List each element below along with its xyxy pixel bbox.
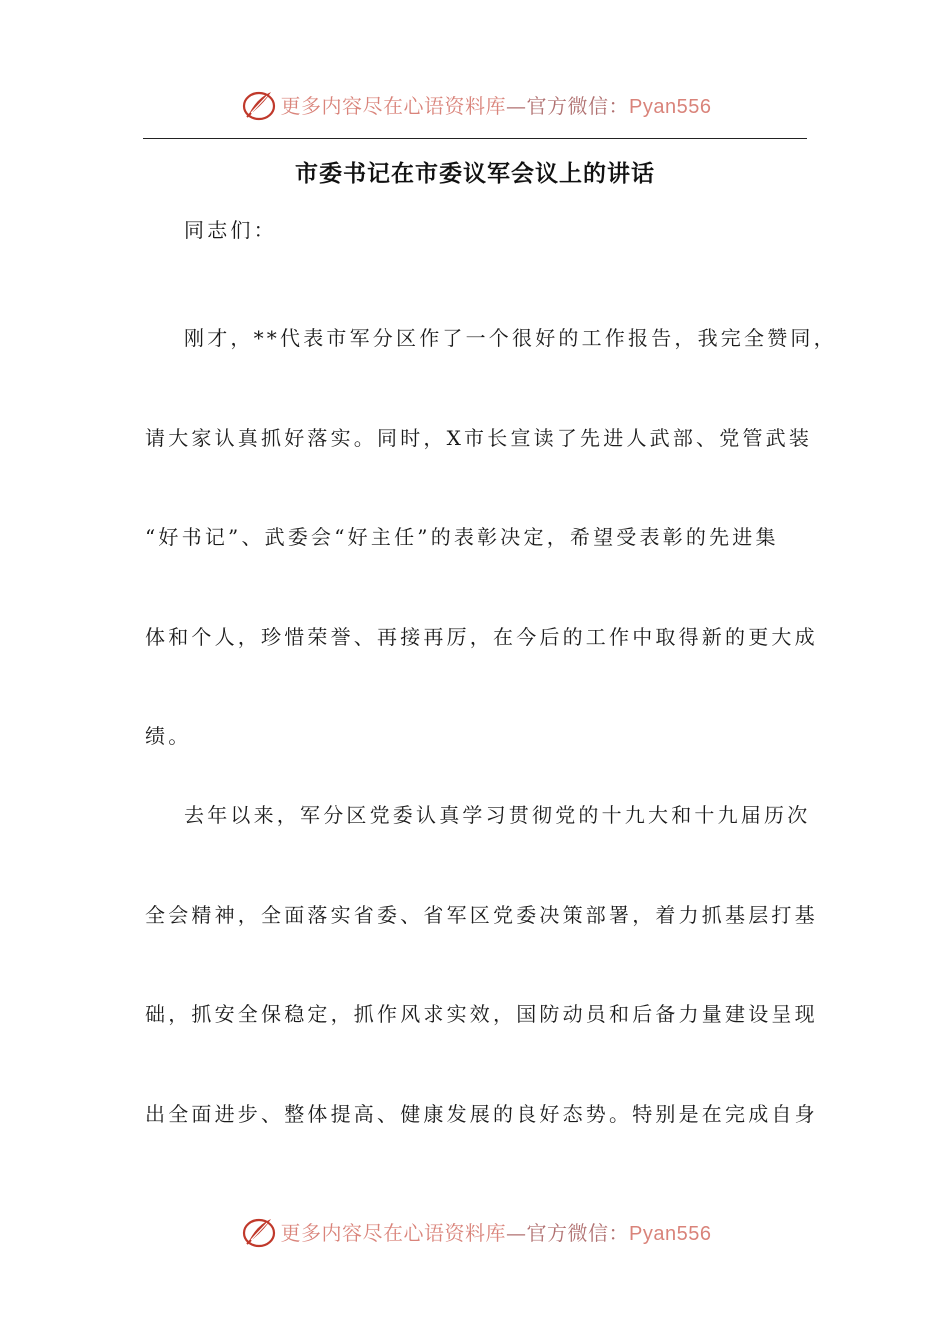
paragraph-line: 去年以来，军分区党委认真学习贯彻党的十九大和十九届历次 bbox=[184, 803, 811, 827]
header-watermark-text: 更多内容尽在心语资料库—官方微信：Pyan556 bbox=[280, 93, 712, 118]
quill-pen-logo-icon bbox=[239, 84, 279, 124]
paragraph-line: 绩。 bbox=[145, 724, 192, 748]
quill-pen-logo-icon bbox=[239, 1211, 279, 1251]
document-title: 市委书记在市委议军会议上的讲话 bbox=[295, 160, 655, 187]
header-divider bbox=[143, 138, 807, 139]
paragraph-line: 体和个人，珍惜荣誉、再接再厉，在今后的工作中取得新的更大成 bbox=[145, 625, 818, 649]
header-watermark-banner bbox=[0, 80, 950, 128]
paragraph-line: 请大家认真抓好落实。同时，X市长宣读了先进人武部、党管武装 bbox=[145, 426, 813, 450]
paragraph-line: 出全面进步、整体提高、健康发展的良好态势。特别是在完成自身 bbox=[145, 1102, 818, 1126]
paragraph-line: 础，抓安全保稳定，抓作风求实效，国防动员和后备力量建设呈现 bbox=[145, 1002, 818, 1026]
paragraph-line: 刚才，**代表市军分区作了一个很好的工作报告，我完全赞同， bbox=[184, 326, 837, 350]
footer-watermark-text: 更多内容尽在心语资料库—官方微信：Pyan556 bbox=[280, 1220, 712, 1245]
footer-watermark-banner bbox=[0, 1207, 950, 1255]
paragraph-line: 全会精神，全面落实省委、省军区党委决策部署，着力抓基层打基 bbox=[145, 903, 818, 927]
paragraph-line: 同志们： bbox=[184, 218, 277, 242]
paragraph-line: “好书记”、武委会“好主任”的表彰决定，希望受表彰的先进集 bbox=[145, 525, 779, 549]
